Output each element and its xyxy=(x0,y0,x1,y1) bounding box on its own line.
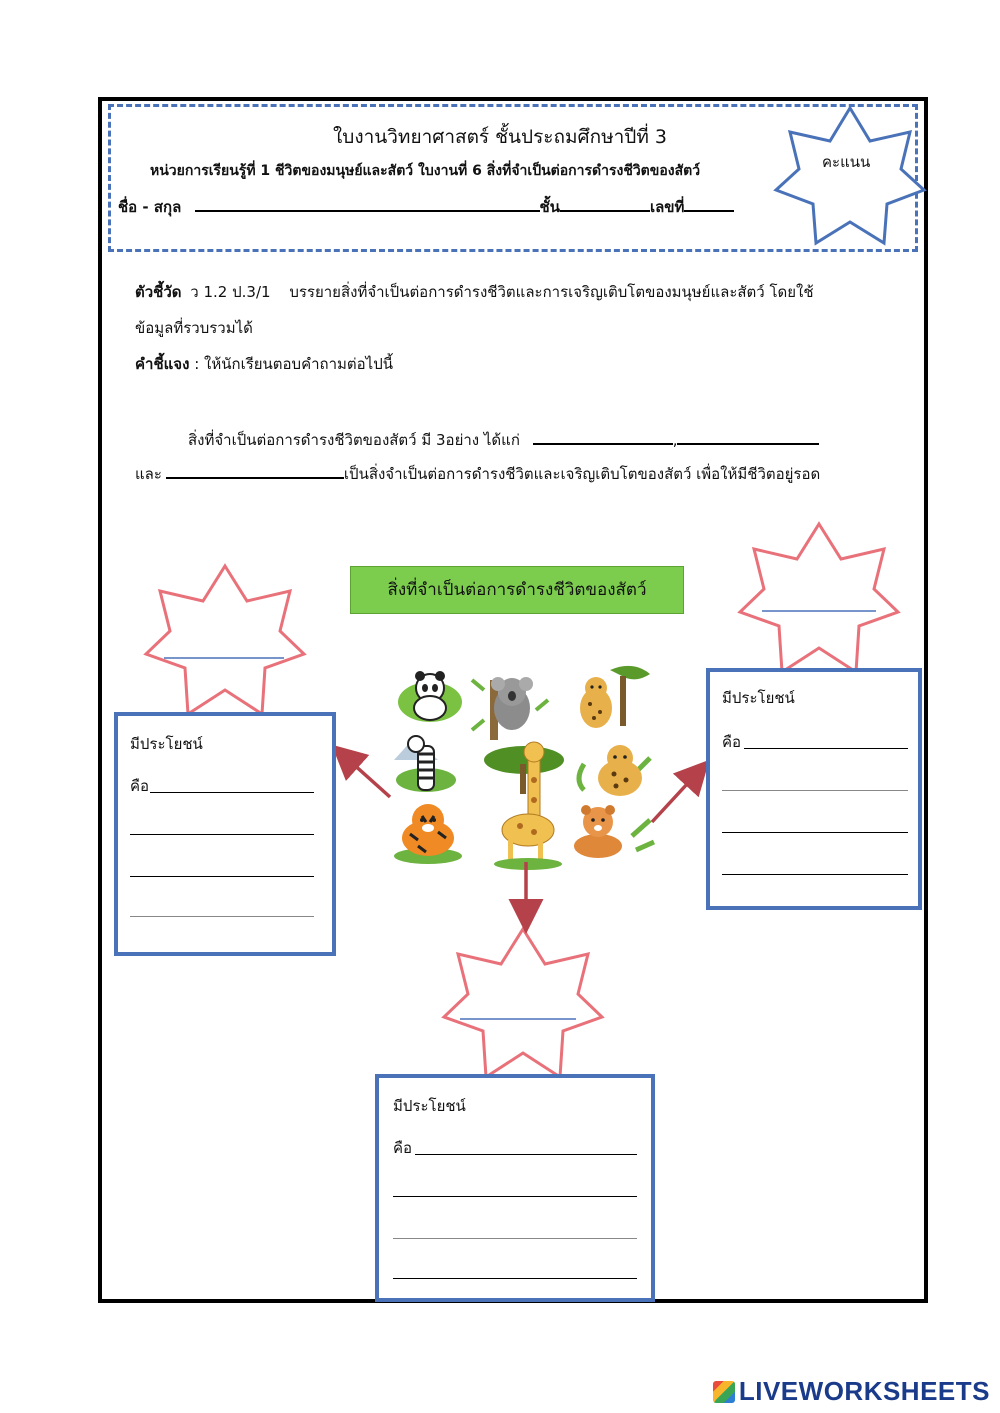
leopard-icon xyxy=(579,745,650,796)
panda-icon xyxy=(398,671,462,722)
answer-line[interactable] xyxy=(393,1278,637,1279)
answer-line[interactable] xyxy=(150,792,314,793)
answer-line[interactable] xyxy=(744,748,908,749)
animals-illustration xyxy=(388,660,660,872)
brand-text: LIVEWORKSHEETS xyxy=(738,1376,990,1406)
benefit-box-left xyxy=(114,712,336,956)
answer-blank-1[interactable] xyxy=(533,429,673,445)
answer-line[interactable] xyxy=(722,874,908,875)
is-label: คือ xyxy=(393,1139,413,1157)
brand-logo-icon xyxy=(713,1381,735,1403)
instruction-text: : ให้นักเรียนตอบคำถามต่อไปนี้ xyxy=(194,355,393,373)
class-label: ชั้น xyxy=(539,198,560,216)
indicator-label: ตัวชี้วัด xyxy=(135,283,182,301)
question-line-2 xyxy=(135,462,820,486)
question-prefix: สิ่งที่จำเป็นต่อการดำรงชีวิตของสัตว์ มี 3อย่าง ได้แก่ xyxy=(188,431,520,449)
instruction-label: คำชี้แจง xyxy=(135,355,190,373)
star-left xyxy=(142,562,308,720)
unit-line: หน่วยการเรียนรู้ที่ 1 ชีวิตของมนุษย์และสัตว์ ใบงานที่ 6 สิ่งที่จำเป็นต่อการดำรงชีวิตของสัตว์ xyxy=(150,163,701,179)
center-label-banner: สิ่งที่จำเป็นต่อการดำรงชีวิตของสัตว์ xyxy=(350,566,684,614)
answer-line[interactable] xyxy=(415,1154,637,1155)
benefit-box-right xyxy=(706,668,922,910)
indicator-text: บรรยายสิ่งที่จำเป็นต่อการดำรงชีวิตและการเจริญเติบโตของมนุษย์และสัตว์ โดยใช้ xyxy=(289,283,814,301)
tiger-icon xyxy=(394,804,462,864)
brand-footer xyxy=(713,1376,990,1407)
answer-blank-3[interactable] xyxy=(166,463,344,479)
answer-line[interactable] xyxy=(130,876,314,877)
number-label: เลขที่ xyxy=(649,198,685,216)
benefit-label: มีประโยชน์ xyxy=(393,1097,466,1115)
giraffe-icon xyxy=(484,742,564,870)
name-input-line[interactable] xyxy=(195,196,540,212)
indicator-line-1 xyxy=(135,280,814,304)
benefit-label: มีประโยชน์ xyxy=(722,689,795,707)
and-label: และ xyxy=(135,465,162,483)
star-bottom xyxy=(440,925,606,1083)
question-suffix: เป็นสิ่งจำเป็นต่อการดำรงชีวิตและเจริญเติบโตของสัตว์ เพื่อให้มีชีวิตอยู่รอด xyxy=(343,465,821,483)
star-right xyxy=(736,520,902,678)
answer-line[interactable] xyxy=(393,1238,637,1239)
indicator-line-2: ข้อมูลที่รวบรวมได้ xyxy=(135,319,253,337)
benefit-box-bottom xyxy=(375,1074,655,1302)
cheetah-icon xyxy=(580,666,650,728)
zebra-icon xyxy=(394,736,456,792)
is-label: คือ xyxy=(130,777,150,795)
answer-line[interactable] xyxy=(130,834,314,835)
is-label: คือ xyxy=(722,733,742,751)
name-label: ชื่อ - สกุล xyxy=(118,198,182,216)
class-input-line[interactable] xyxy=(560,196,650,212)
answer-line[interactable] xyxy=(722,790,908,791)
separator: , xyxy=(672,431,678,449)
number-input-line[interactable] xyxy=(684,196,734,212)
koala-icon xyxy=(472,677,548,740)
worksheet-title: ใบงานวิทยาศาสตร์ ชั้นประถมศึกษาปีที่ 3 xyxy=(332,126,668,148)
benefit-label: มีประโยชน์ xyxy=(130,735,203,753)
answer-blank-2[interactable] xyxy=(677,429,819,445)
score-star xyxy=(772,104,928,254)
score-label: คะแนน xyxy=(822,153,871,171)
name-row xyxy=(118,195,734,219)
answer-line[interactable] xyxy=(722,832,908,833)
answer-line[interactable] xyxy=(130,916,314,917)
instruction-line xyxy=(135,352,393,376)
question-line-1 xyxy=(188,428,819,452)
lion-cub-icon xyxy=(574,805,654,858)
answer-line[interactable] xyxy=(393,1196,637,1197)
indicator-code: ว 1.2 ป.3/1 xyxy=(190,283,271,301)
